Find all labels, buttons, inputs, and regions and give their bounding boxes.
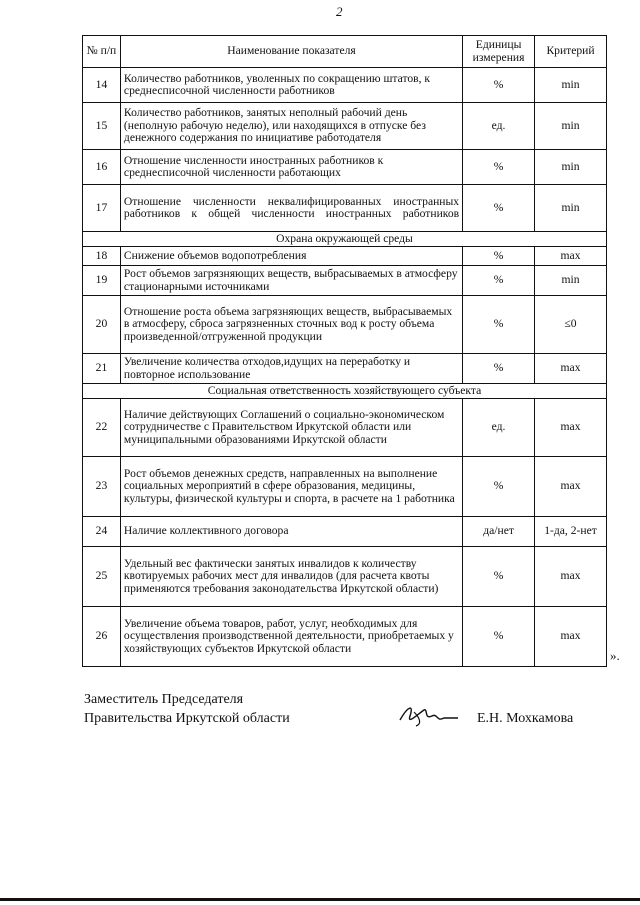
row-unit: %: [463, 68, 535, 103]
table-row: [83, 103, 607, 150]
row-criterion: max: [535, 354, 607, 384]
row-criterion: min: [535, 185, 607, 232]
header-num: № п/п: [83, 36, 121, 68]
row-name: Рост объемов загрязняющих веществ, выбрасываемых в атмосферу стационарными источниками: [120, 266, 462, 296]
row-unit: %: [463, 247, 535, 266]
row-name: Отношение численности неквалифицированных иностранных работников к общей численности иностранных работников: [120, 185, 462, 232]
table-row: [83, 247, 607, 266]
row-unit: %: [463, 296, 535, 354]
row-name: Рост объемов денежных средств, направленных на выполнение социальных мероприятий в сфере образования, медицины, культуры, физической культуры и спорта, в расчете на 1 работника: [120, 457, 462, 517]
table-header-row: [83, 36, 607, 68]
row-num: 24: [83, 517, 121, 547]
row-num: 14: [83, 68, 121, 103]
header-unit: Единицы измерения: [463, 36, 535, 68]
row-criterion: max: [535, 247, 607, 266]
row-name: Количество работников, занятых неполный рабочий день (неполную рабочую неделю), или находящихся в отпуске без денежного содержания по инициативе работодателя: [120, 103, 462, 150]
row-criterion: min: [535, 103, 607, 150]
table-row: [83, 457, 607, 517]
row-name: Удельный вес фактически занятых инвалидов к количеству квотируемых рабочих мест для инвалидов (для расчета квоты применяются требования законодательства Иркутской области): [120, 547, 462, 607]
row-unit: %: [463, 354, 535, 384]
row-name: Наличие коллективного договора: [120, 517, 462, 547]
row-name: Количество работников, уволенных по сокращению штатов, к среднесписочной численности работников: [120, 68, 462, 103]
row-name: Увеличение количества отходов,идущих на переработку и повторное использование: [120, 354, 462, 384]
table-row: [83, 354, 607, 384]
row-num: 19: [83, 266, 121, 296]
row-name: Увеличение объема товаров, работ, услуг, необходимых для осуществления производственной деятельности, приобретаемых у хозяйствующих субъектов Иркутской области: [120, 607, 462, 667]
row-unit: да/нет: [463, 517, 535, 547]
row-num: 22: [83, 399, 121, 457]
handwritten-signature: [394, 698, 464, 732]
row-name: Снижение объемов водопотребления: [120, 247, 462, 266]
header-criterion: Критерий: [535, 36, 607, 68]
row-criterion: max: [535, 457, 607, 517]
row-unit: %: [463, 607, 535, 667]
table-row: [83, 296, 607, 354]
row-num: 20: [83, 296, 121, 354]
signatory-title: Заместитель Председателя: [84, 692, 244, 707]
indicators-table: [82, 35, 607, 667]
row-criterion: min: [535, 150, 607, 185]
table-row: [83, 547, 607, 607]
section-row-social: [83, 384, 607, 399]
table-row: [83, 266, 607, 296]
row-unit: %: [463, 185, 535, 232]
row-criterion: max: [535, 547, 607, 607]
row-num: 16: [83, 150, 121, 185]
row-num: 18: [83, 247, 121, 266]
table-row: [83, 150, 607, 185]
row-unit: ед.: [463, 399, 535, 457]
row-num: 17: [83, 185, 121, 232]
table-row: [83, 607, 607, 667]
row-num: 21: [83, 354, 121, 384]
closing-quote: ».: [610, 648, 620, 663]
bottom-rule: [0, 898, 640, 901]
row-criterion: min: [535, 266, 607, 296]
row-name: Отношение роста объема загрязняющих веществ, выбрасываемых в атмосферу, сброса загрязненных сточных вод к росту объема произведенной/отгруженной продукции: [120, 296, 462, 354]
signatory-name: Е.Н. Мохкамова: [477, 711, 574, 726]
signatory-organization: Правительства Иркутской области: [84, 711, 290, 726]
row-name: Отношение численности иностранных работников к среднесписочной численности работающих: [120, 150, 462, 185]
header-name: Наименование показателя: [120, 36, 462, 68]
section-title: Охрана окружающей среды: [83, 232, 607, 247]
row-name: Наличие действующих Соглашений о социально-экономическом сотрудничестве с Правительством Иркутской области или муниципальными образованиями Иркутской области: [120, 399, 462, 457]
table-row: [83, 517, 607, 547]
row-criterion: min: [535, 68, 607, 103]
row-criterion: max: [535, 399, 607, 457]
row-num: 15: [83, 103, 121, 150]
row-unit: %: [463, 266, 535, 296]
section-title: Социальная ответственность хозяйствующего субъекта: [83, 384, 607, 399]
row-unit: %: [463, 150, 535, 185]
table-row: [83, 185, 607, 232]
row-unit: %: [463, 547, 535, 607]
row-num: 25: [83, 547, 121, 607]
row-criterion: 1-да, 2-нет: [535, 517, 607, 547]
section-row-environment: [83, 232, 607, 247]
row-criterion: ≤0: [535, 296, 607, 354]
row-num: 23: [83, 457, 121, 517]
table-row: [83, 68, 607, 103]
signature-block: [84, 690, 604, 726]
row-unit: %: [463, 457, 535, 517]
table-row: [83, 399, 607, 457]
row-num: 26: [83, 607, 121, 667]
row-criterion: max: [535, 607, 607, 667]
row-unit: ед.: [463, 103, 535, 150]
page-number: 2: [336, 4, 343, 19]
